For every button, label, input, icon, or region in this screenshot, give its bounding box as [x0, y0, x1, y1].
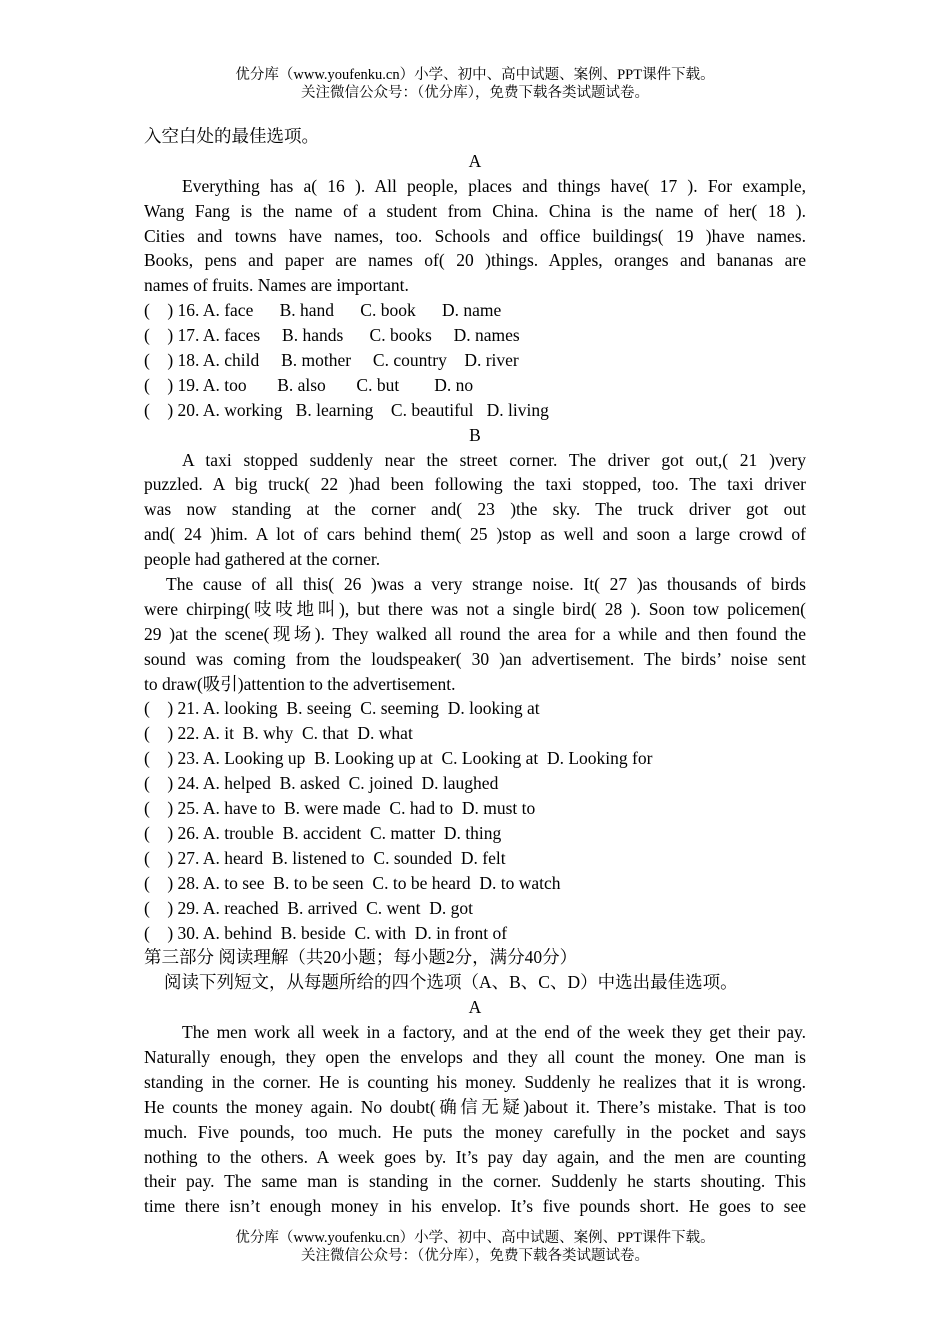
cloze-a-label: A: [468, 150, 482, 171]
header-line-2: 关注微信公众号：（优分库），免费下载各类试题试卷。: [301, 85, 649, 101]
passage-line: to draw(吸引)attention to the advertisement.: [144, 673, 456, 694]
passage-line: A taxi stopped suddenly near the street corner. The driver got out,( 21 )very: [182, 449, 806, 470]
passage-line: was now standing at the corner and( 23 )the sky. The truck driver got out: [144, 499, 806, 520]
question-item: ( ) 22. A. it B. why C. that D. what: [144, 723, 413, 744]
passage-line: and( 24 )him. A lot of cars behind them( 25 )stop as well and soon a large crowd of: [144, 524, 806, 545]
cloze-b-questions: [144, 696, 806, 945]
passage-line: The men work all week in a factory, and at the end of the week they get their pay.: [182, 1022, 806, 1043]
question-item: ( ) 19. A. too B. also C. but D. no: [144, 374, 474, 395]
cloze-b-paragraph-1: [144, 448, 806, 572]
passage-line: their pay. The same man is standing in the corner. Suddenly he starts shouting. This: [144, 1171, 806, 1192]
passage-line: people had gathered at the corner.: [144, 549, 381, 570]
cloze-b-paragraph-2: [144, 572, 806, 696]
question-item: ( ) 18. A. child B. mother C. country D. river: [144, 350, 519, 371]
question-item: ( ) 28. A. to see B. to be seen C. to be heard D. to watch: [144, 872, 561, 893]
question-item: ( ) 30. A. behind B. beside C. with D. in front of: [144, 922, 508, 943]
question-item: ( ) 25. A. have to B. were made C. had to D. must to: [144, 798, 536, 819]
passage-line: 29 )at the scene(现场). They walked all round the area for a while and then found the: [144, 623, 806, 644]
question-item: ( ) 26. A. trouble B. accident C. matter D. thing: [144, 822, 502, 843]
passage-line: Books, pens and paper are names of( 20 )things. Apples, oranges and bananas are: [144, 250, 806, 271]
question-item: ( ) 23. A. Looking up B. Looking up at C. Looking at D. Looking for: [144, 748, 653, 769]
passage-line: The cause of all this( 26 )was a very strange noise. It( 27 )as thousands of birds: [166, 574, 806, 595]
passage-line: names of fruits. Names are important.: [144, 275, 409, 296]
question-item: ( ) 29. A. reached B. arrived C. went D. got: [144, 897, 474, 918]
passage-line: were chirping(吱吱地叫), but there was not a single bird( 28 ). Soon tow policemen(: [144, 598, 806, 619]
passage-line: Wang Fang is the name of a student from China. China is the name of her( 18 ).: [144, 200, 806, 221]
passage-line: puzzled. A big truck( 22 )had been following the taxi stopped, too. The taxi driver: [144, 474, 806, 495]
question-item: ( ) 24. A. helped B. asked C. joined D. laughed: [144, 773, 499, 794]
passage-line: time there isn’t enough money in his envelop. It’s five pounds short. He goes to see: [144, 1196, 806, 1217]
document-body: [144, 124, 806, 1219]
passage-line: Everything has a( 16 ). All people, places and things have( 17 ). For example,: [182, 175, 806, 196]
cloze-b-label: B: [469, 424, 481, 445]
question-item: ( ) 20. A. working B. learning C. beautiful D. living: [144, 399, 549, 420]
cloze-a-questions: [144, 298, 806, 422]
intro-tail: 入空白处的最佳选项。: [144, 126, 319, 146]
reading-a-label: A: [468, 997, 482, 1018]
passage-line: Naturally enough, they open the envelops and they all count the money. One man is: [144, 1046, 806, 1067]
page-header: [0, 66, 950, 102]
question-item: ( ) 16. A. face B. hand C. book D. name: [144, 300, 502, 321]
header-line-1: 优分库（www.youfenku.cn）小学、初中、高中试题、案例、PPT课件下载。: [235, 67, 715, 83]
passage-line: He counts the money again. No doubt(确信无疑)about it. There’s mistake. That is too: [144, 1096, 806, 1117]
section-title: 第三部分 阅读理解（共20小题；每小题2分，满分40分）: [144, 947, 578, 968]
question-item: ( ) 21. A. looking B. seeing C. seeming D. looking at: [144, 698, 540, 719]
footer-line-2: 关注微信公众号：（优分库），免费下载各类试题试卷。: [301, 1248, 649, 1264]
footer-line-1: 优分库（www.youfenku.cn）小学、初中、高中试题、案例、PPT课件下载。: [235, 1230, 715, 1246]
page-footer: [0, 1229, 950, 1265]
passage-line: sound was coming from the loudspeaker( 30 )an advertisement. The birds’ noise sent: [144, 648, 806, 669]
cloze-a-passage: [144, 174, 806, 298]
passage-line: much. Five pounds, too much. He puts the money carefully in the pocket and says: [144, 1121, 806, 1142]
question-item: ( ) 27. A. heard B. listened to C. sounded D. felt: [144, 847, 506, 868]
question-item: ( ) 17. A. faces B. hands C. books D. names: [144, 325, 520, 346]
section-instruction: 阅读下列短文，从每题所给的四个选项（A、B、C、D）中选出最佳选项。: [164, 972, 738, 993]
passage-line: standing in the corner. He is counting his money. Suddenly he realizes that it is wrong.: [144, 1071, 806, 1092]
passage-line: Cities and towns have names, too. Schools and office buildings( 19 )have names.: [144, 225, 806, 246]
reading-a-passage: [144, 1020, 806, 1219]
passage-line: nothing to the others. A week goes by. It’s pay day again, and the men are counting: [144, 1146, 806, 1167]
